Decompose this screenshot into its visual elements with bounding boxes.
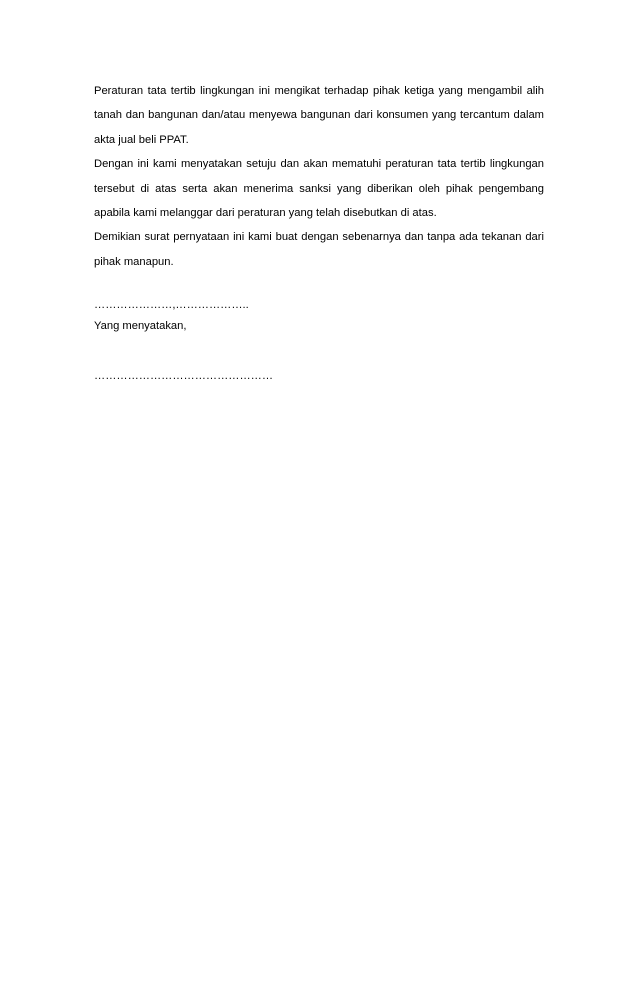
place-date-line: …………………,……………….. bbox=[94, 299, 249, 311]
paragraph-closing: Demikian surat pernyataan ini kami buat dengan sebenarnya dan tanpa ada tekanan dari pihak manapun. bbox=[94, 231, 544, 268]
document-body bbox=[94, 79, 544, 274]
signature-line: ………………………………………… bbox=[94, 370, 273, 382]
signer-label: Yang menyatakan, bbox=[94, 320, 187, 332]
paragraph-third-party: Peraturan tata tertib lingkungan ini mengikat terhadap pihak ketiga yang mengambil alih tanah dan bangunan dan/atau menyewa bangunan dari konsumen yang tercantum dalam akta jual beli PPAT. bbox=[94, 85, 544, 146]
paragraph-agreement: Dengan ini kami menyatakan setuju dan akan mematuhi peraturan tata tertib lingkungan tersebut di atas serta akan menerima sanksi yang diberikan oleh pihak pengembang apabila kami melanggar dari peraturan yang telah disebutkan di atas. bbox=[94, 158, 544, 220]
